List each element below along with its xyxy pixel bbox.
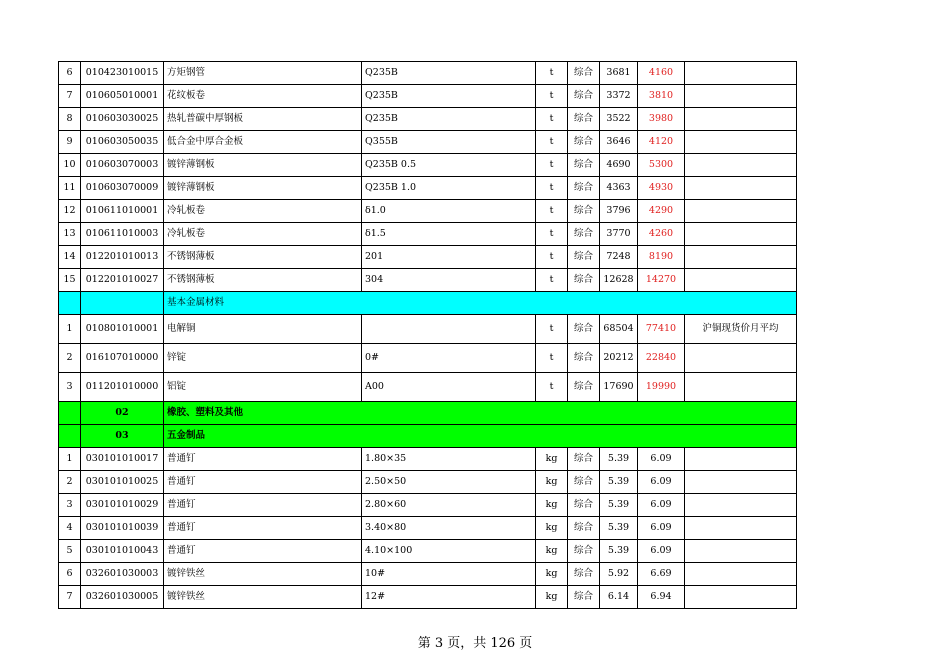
cell-unit: t [536,177,568,200]
cell-no: 2 [59,344,81,373]
cell-spec: 2.80×60 [362,494,536,517]
cell-note [685,471,797,494]
cell-unit: t [536,108,568,131]
cell-price-tax: 4290 [638,200,685,223]
cell-price-tax: 14270 [638,269,685,292]
cell-name: 普通钉 [164,448,362,471]
cell-no [59,292,81,315]
cell-code: 011201010000 [81,373,164,402]
cell-price-base: 5.39 [600,471,638,494]
cell-code: 010603070003 [81,154,164,177]
cell-no: 9 [59,131,81,154]
cell-name: 冷轧板卷 [164,223,362,246]
cell-type: 综合 [568,344,600,373]
cell-type: 综合 [568,494,600,517]
cell-note [685,108,797,131]
cell-code: 010611010001 [81,200,164,223]
cell-unit: t [536,246,568,269]
table-row [59,62,797,85]
cell-price-base: 5.39 [600,517,638,540]
cell-note: 沪铜现货价月平均 [685,315,797,344]
table-row [59,563,797,586]
cell-price-tax: 6.69 [638,563,685,586]
cell-type: 综合 [568,586,600,609]
cell-unit: kg [536,563,568,586]
cell-no: 6 [59,62,81,85]
cell-spec: 10# [362,563,536,586]
cell-price-base: 4690 [600,154,638,177]
cell-unit: t [536,200,568,223]
cell-unit: t [536,154,568,177]
cell-no: 2 [59,471,81,494]
cell-price-base: 12628 [600,269,638,292]
table-row [59,246,797,269]
table-row [59,108,797,131]
cell-unit: kg [536,586,568,609]
cell-code: 030101010025 [81,471,164,494]
cell-note [685,223,797,246]
cell-unit: kg [536,494,568,517]
cell-type: 综合 [568,131,600,154]
cyan-section-row [59,292,797,315]
table-row [59,200,797,223]
cell-name: 锌锭 [164,344,362,373]
cell-note [685,563,797,586]
cell-code: 03 [81,425,164,448]
cell-no: 15 [59,269,81,292]
cell-price-base: 3372 [600,85,638,108]
cell-name: 低合金中厚合金板 [164,131,362,154]
cell-spec: Q235B [362,108,536,131]
cell-note [685,540,797,563]
cell-unit: t [536,223,568,246]
cell-type: 综合 [568,223,600,246]
cell-price-tax: 4120 [638,131,685,154]
cell-spec: δ1.0 [362,200,536,223]
cell-spec: δ1.5 [362,223,536,246]
cell-note [685,85,797,108]
cell-type: 综合 [568,200,600,223]
cell-code [81,292,164,315]
cell-code: 010603030025 [81,108,164,131]
cell-note [685,131,797,154]
cell-price-tax: 4930 [638,177,685,200]
table-row [59,494,797,517]
cell-price-tax: 19990 [638,373,685,402]
cell-name: 普通钉 [164,517,362,540]
cell-unit: t [536,373,568,402]
cell-code: 030101010043 [81,540,164,563]
cell-spec: Q355B [362,131,536,154]
cell-spec: Q235B [362,62,536,85]
cell-spec: 0# [362,344,536,373]
cell-note [685,586,797,609]
cell-price-base: 3770 [600,223,638,246]
cell-price-tax: 3810 [638,85,685,108]
cell-note [685,154,797,177]
green-section-row [59,402,797,425]
cell-type: 综合 [568,154,600,177]
cell-spec: 201 [362,246,536,269]
cell-name: 镀锌薄钢板 [164,177,362,200]
cell-name: 热轧普碳中厚钢板 [164,108,362,131]
cell-no: 6 [59,563,81,586]
cell-name: 铝锭 [164,373,362,402]
cell-type: 综合 [568,85,600,108]
cell-spec: 304 [362,269,536,292]
cell-unit: t [536,131,568,154]
table-row [59,131,797,154]
cell-type: 综合 [568,177,600,200]
cell-price-base: 4363 [600,177,638,200]
cell-price-tax: 3980 [638,108,685,131]
section-title: 基本金属材料 [164,292,797,315]
cell-price-tax: 6.09 [638,471,685,494]
table-row [59,373,797,402]
cell-name: 电解铜 [164,315,362,344]
cell-code: 010611010003 [81,223,164,246]
cell-no: 10 [59,154,81,177]
cell-price-tax: 6.09 [638,448,685,471]
cell-name: 不锈钢薄板 [164,246,362,269]
cell-name: 不锈钢薄板 [164,269,362,292]
cell-price-base: 3681 [600,62,638,85]
cell-name: 普通钉 [164,540,362,563]
cell-price-base: 7248 [600,246,638,269]
cell-note [685,517,797,540]
price-table [58,61,797,609]
table-row [59,586,797,609]
green-section-row [59,425,797,448]
cell-price-tax: 5300 [638,154,685,177]
cell-no: 1 [59,448,81,471]
cell-unit: t [536,315,568,344]
cell-unit: kg [536,517,568,540]
cell-code: 010801010001 [81,315,164,344]
cell-unit: kg [536,448,568,471]
cell-code: 012201010013 [81,246,164,269]
cell-name: 冷轧板卷 [164,200,362,223]
table-row [59,154,797,177]
cell-price-tax: 6.09 [638,540,685,563]
cell-price-tax: 6.94 [638,586,685,609]
cell-note [685,448,797,471]
cell-price-base: 5.39 [600,448,638,471]
cell-spec: 1.80×35 [362,448,536,471]
cell-price-tax: 4160 [638,62,685,85]
cell-name: 普通钉 [164,471,362,494]
cell-code: 012201010027 [81,269,164,292]
cell-code: 010605010001 [81,85,164,108]
table-row [59,448,797,471]
cell-no: 3 [59,373,81,402]
cell-price-base: 3796 [600,200,638,223]
cell-price-base: 5.39 [600,494,638,517]
cell-type: 综合 [568,448,600,471]
cell-no [59,425,81,448]
cell-name: 镀锌薄钢板 [164,154,362,177]
cell-price-tax: 6.09 [638,494,685,517]
cell-name: 方矩钢管 [164,62,362,85]
cell-no: 4 [59,517,81,540]
cell-spec: Q235B [362,85,536,108]
cell-unit: t [536,85,568,108]
cell-price-tax: 22840 [638,344,685,373]
cell-no: 5 [59,540,81,563]
cell-price-base: 6.14 [600,586,638,609]
cell-type: 综合 [568,269,600,292]
cell-spec: 4.10×100 [362,540,536,563]
cell-type: 综合 [568,540,600,563]
cell-note [685,200,797,223]
cell-type: 综合 [568,517,600,540]
cell-price-base: 3646 [600,131,638,154]
cell-price-tax: 77410 [638,315,685,344]
cell-price-tax: 4260 [638,223,685,246]
cell-no: 1 [59,315,81,344]
table-row [59,177,797,200]
table-row [59,344,797,373]
cell-spec: Q235B 1.0 [362,177,536,200]
cell-price-base: 5.39 [600,540,638,563]
cell-note [685,344,797,373]
cell-note [685,177,797,200]
table-row [59,85,797,108]
table-row [59,269,797,292]
cell-spec [362,315,536,344]
cell-type: 综合 [568,246,600,269]
cell-no: 7 [59,85,81,108]
cell-name: 花纹板卷 [164,85,362,108]
cell-no: 7 [59,586,81,609]
cell-no: 13 [59,223,81,246]
cell-unit: t [536,62,568,85]
cell-code: 030101010017 [81,448,164,471]
cell-unit: t [536,344,568,373]
cell-no: 11 [59,177,81,200]
table-row [59,315,797,344]
cell-type: 综合 [568,315,600,344]
cell-no: 14 [59,246,81,269]
cell-spec: 2.50×50 [362,471,536,494]
page-footer: 第 3 页，共 126 页 [417,636,533,651]
cell-code: 02 [81,402,164,425]
cell-name: 镀锌铁丝 [164,563,362,586]
cell-unit: kg [536,471,568,494]
cell-code: 032601030003 [81,563,164,586]
section-title: 橡胶、塑料及其他 [164,402,797,425]
cell-code: 010423010015 [81,62,164,85]
cell-code: 010603070009 [81,177,164,200]
cell-price-tax: 6.09 [638,517,685,540]
cell-spec: 12# [362,586,536,609]
cell-price-base: 5.92 [600,563,638,586]
cell-code: 030101010039 [81,517,164,540]
cell-price-base: 17690 [600,373,638,402]
cell-name: 镀锌铁丝 [164,586,362,609]
cell-price-base: 20212 [600,344,638,373]
cell-code: 016107010000 [81,344,164,373]
cell-note [685,269,797,292]
cell-spec: Q235B 0.5 [362,154,536,177]
cell-no: 8 [59,108,81,131]
cell-type: 综合 [568,471,600,494]
cell-spec: 3.40×80 [362,517,536,540]
cell-code: 032601030005 [81,586,164,609]
cell-no [59,402,81,425]
cell-note [685,62,797,85]
table-row [59,540,797,563]
cell-unit: kg [536,540,568,563]
cell-spec: A00 [362,373,536,402]
cell-unit: t [536,269,568,292]
table-row [59,223,797,246]
cell-note [685,373,797,402]
cell-type: 综合 [568,108,600,131]
cell-no: 12 [59,200,81,223]
cell-name: 普通钉 [164,494,362,517]
cell-type: 综合 [568,373,600,402]
table-row [59,517,797,540]
table-row [59,471,797,494]
cell-no: 3 [59,494,81,517]
cell-price-tax: 8190 [638,246,685,269]
cell-note [685,494,797,517]
cell-price-base: 68504 [600,315,638,344]
cell-type: 综合 [568,62,600,85]
cell-note [685,246,797,269]
cell-price-base: 3522 [600,108,638,131]
cell-type: 综合 [568,563,600,586]
cell-code: 010603050035 [81,131,164,154]
cell-code: 030101010029 [81,494,164,517]
section-title: 五金制品 [164,425,797,448]
